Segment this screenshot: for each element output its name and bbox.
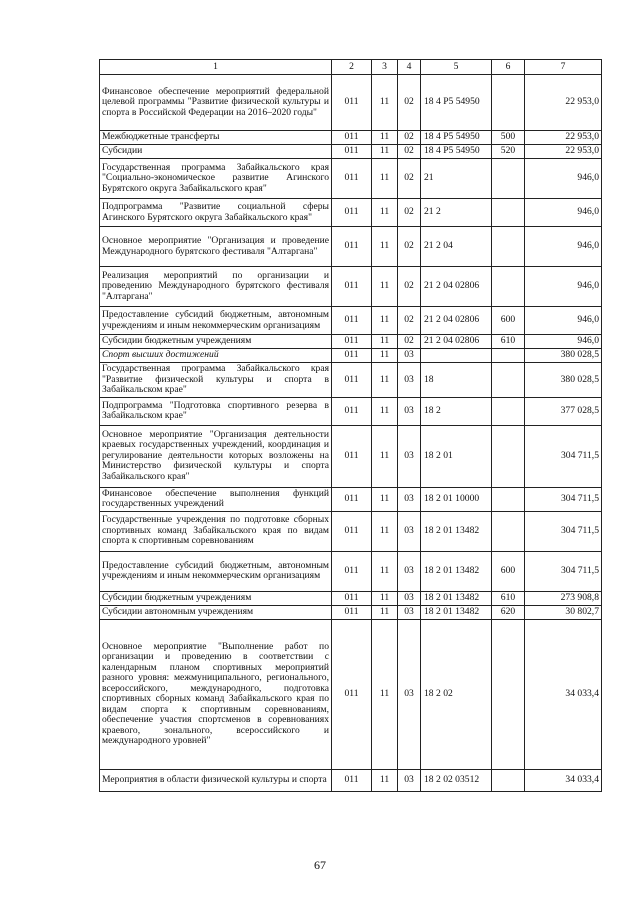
header-cell-name: 1 <box>100 60 332 75</box>
cell-name: Финансовое обеспечение мероприятий федеральной целевой программы "Развитие физической культуры и спорта в Российской Федерации на 2016–2020 годы" <box>100 75 332 131</box>
cell-amount: 22 953,0 <box>525 131 602 145</box>
header-cell-target-article: 5 <box>421 60 492 75</box>
table-row <box>100 551 602 591</box>
cell-amount: 946,0 <box>525 159 602 199</box>
table-row <box>100 591 602 605</box>
cell-target-article: 18 2 <box>421 397 492 425</box>
cell-expense-type <box>492 349 525 363</box>
cell-amount: 34 033,4 <box>525 619 602 769</box>
cell-section-code: 11 <box>372 397 398 425</box>
cell-target-article: 18 4 P5 54950 <box>421 75 492 131</box>
cell-expense-type: 610 <box>492 591 525 605</box>
cell-name: Основное мероприятие "Выполнение работ по организации и проведению в соответствии с календарным планом спортивных мероприятий разного уровня: межмуниципального, регионального, всероссийского, международного, подготовка спортивных сборных команд Забайкальского края по видам спорта к спортивным соревнованиям, обеспечение участия спортсменов в соревнованиях краевого, зонального, всероссийского и международного уровней" <box>100 619 332 769</box>
header-cell-section: 3 <box>372 60 398 75</box>
cell-ministry-code: 011 <box>332 591 372 605</box>
cell-name: Субсидии бюджетным учреждениям <box>100 591 332 605</box>
cell-amount: 380 028,5 <box>525 349 602 363</box>
cell-target-article: 18 4 P5 54950 <box>421 131 492 145</box>
table-row <box>100 619 602 769</box>
cell-section-code: 11 <box>372 487 398 511</box>
cell-section-code: 11 <box>372 425 398 487</box>
cell-section-code: 11 <box>372 769 398 791</box>
cell-subsection-code: 03 <box>398 551 421 591</box>
table-row <box>100 397 602 425</box>
cell-amount: 946,0 <box>525 267 602 307</box>
cell-amount: 22 953,0 <box>525 145 602 159</box>
cell-ministry-code: 011 <box>332 769 372 791</box>
cell-target-article: 18 2 01 13482 <box>421 605 492 619</box>
cell-expense-type <box>492 425 525 487</box>
cell-subsection-code: 02 <box>398 227 421 267</box>
cell-target-article: 18 2 01 13482 <box>421 511 492 551</box>
cell-expense-type <box>492 769 525 791</box>
cell-name: Предоставление субсидий бюджетным, автономным учреждениям и иным некоммерческим организациям <box>100 307 332 335</box>
cell-subsection-code: 03 <box>398 605 421 619</box>
budget-table <box>99 59 602 792</box>
table-row <box>100 145 602 159</box>
table-row <box>100 307 602 335</box>
cell-section-code: 11 <box>372 363 398 398</box>
table-row <box>100 159 602 199</box>
table-row <box>100 131 602 145</box>
cell-section-code: 11 <box>372 267 398 307</box>
cell-target-article: 21 2 <box>421 199 492 227</box>
header-cell-expense-type: 6 <box>492 60 525 75</box>
cell-target-article: 21 <box>421 159 492 199</box>
cell-amount: 304 711,5 <box>525 425 602 487</box>
table-row <box>100 425 602 487</box>
cell-expense-type: 600 <box>492 551 525 591</box>
table-header-row <box>100 60 602 75</box>
cell-name: Предоставление субсидий бюджетным, автономным учреждениям и иным некоммерческим организациям <box>100 551 332 591</box>
cell-amount: 304 711,5 <box>525 511 602 551</box>
cell-subsection-code: 02 <box>398 267 421 307</box>
cell-subsection-code: 03 <box>398 511 421 551</box>
cell-name: Государственные учреждения по подготовке сборных спортивных команд Забайкальского края по видам спорта к спортивным соревнованиям <box>100 511 332 551</box>
cell-section-code: 11 <box>372 227 398 267</box>
table-row <box>100 267 602 307</box>
cell-expense-type: 620 <box>492 605 525 619</box>
cell-amount: 273 908,8 <box>525 591 602 605</box>
cell-amount: 304 711,5 <box>525 487 602 511</box>
cell-ministry-code: 011 <box>332 605 372 619</box>
cell-amount: 304 711,5 <box>525 551 602 591</box>
cell-expense-type <box>492 159 525 199</box>
table-row <box>100 199 602 227</box>
cell-name: Основное мероприятие "Организация деятельности краевых государственных учреждений, координация и регулирование деятельности которых возложены на Министерство физической культуры и спорта Забайкальского края" <box>100 425 332 487</box>
header-cell-ministry: 2 <box>332 60 372 75</box>
cell-ministry-code: 011 <box>332 145 372 159</box>
cell-subsection-code: 03 <box>398 619 421 769</box>
cell-expense-type <box>492 619 525 769</box>
cell-subsection-code: 02 <box>398 131 421 145</box>
cell-target-article: 18 2 02 03512 <box>421 769 492 791</box>
cell-expense-type <box>492 75 525 131</box>
cell-expense-type <box>492 227 525 267</box>
cell-subsection-code: 02 <box>398 335 421 349</box>
cell-target-article: 18 2 01 13482 <box>421 591 492 605</box>
cell-target-article: 18 <box>421 363 492 398</box>
cell-name: Субсидии бюджетным учреждениям <box>100 335 332 349</box>
cell-name: Основное мероприятие "Организация и проведение Международного бурятского фестиваля "Алтаргана" <box>100 227 332 267</box>
cell-ministry-code: 011 <box>332 307 372 335</box>
cell-target-article: 18 2 01 <box>421 425 492 487</box>
cell-ministry-code: 011 <box>332 159 372 199</box>
cell-ministry-code: 011 <box>332 487 372 511</box>
table-row <box>100 349 602 363</box>
table-row <box>100 511 602 551</box>
cell-ministry-code: 011 <box>332 75 372 131</box>
cell-target-article: 18 2 02 <box>421 619 492 769</box>
cell-expense-type: 610 <box>492 335 525 349</box>
cell-amount: 22 953,0 <box>525 75 602 131</box>
cell-section-code: 11 <box>372 605 398 619</box>
cell-target-article <box>421 349 492 363</box>
cell-target-article: 18 4 P5 54950 <box>421 145 492 159</box>
cell-name: Финансовое обеспечение выполнения функций государственных учреждений <box>100 487 332 511</box>
table-row <box>100 335 602 349</box>
cell-expense-type <box>492 487 525 511</box>
table-row <box>100 75 602 131</box>
cell-name: Реализация мероприятий по организации и проведению Международного бурятского фестиваля "Алтаргана" <box>100 267 332 307</box>
cell-amount: 946,0 <box>525 227 602 267</box>
cell-name: Подпрограмма "Подготовка спортивного резерва в Забайкальском крае" <box>100 397 332 425</box>
cell-target-article: 21 2 04 02806 <box>421 307 492 335</box>
cell-section-code: 11 <box>372 335 398 349</box>
cell-subsection-code: 03 <box>398 769 421 791</box>
cell-amount: 377 028,5 <box>525 397 602 425</box>
cell-ministry-code: 011 <box>332 511 372 551</box>
cell-ministry-code: 011 <box>332 349 372 363</box>
cell-amount: 946,0 <box>525 199 602 227</box>
cell-ministry-code: 011 <box>332 199 372 227</box>
table-row <box>100 605 602 619</box>
cell-ministry-code: 011 <box>332 397 372 425</box>
cell-name: Межбюджетные трансферты <box>100 131 332 145</box>
cell-expense-type <box>492 511 525 551</box>
table-row <box>100 363 602 398</box>
cell-section-code: 11 <box>372 145 398 159</box>
cell-subsection-code: 02 <box>398 159 421 199</box>
cell-subsection-code: 03 <box>398 363 421 398</box>
cell-name: Субсидии автономным учреждениям <box>100 605 332 619</box>
header-cell-subsection: 4 <box>398 60 421 75</box>
cell-section-code: 11 <box>372 307 398 335</box>
cell-subsection-code: 02 <box>398 145 421 159</box>
cell-amount: 30 802,7 <box>525 605 602 619</box>
cell-ministry-code: 011 <box>332 363 372 398</box>
cell-name: Государственная программа Забайкальского края "Развитие физической культуры и спорта в Забайкальском крае" <box>100 363 332 398</box>
cell-expense-type: 520 <box>492 145 525 159</box>
cell-ministry-code: 011 <box>332 267 372 307</box>
cell-subsection-code: 02 <box>398 307 421 335</box>
cell-target-article: 18 2 01 13482 <box>421 551 492 591</box>
cell-target-article: 18 2 01 10000 <box>421 487 492 511</box>
cell-section-code: 11 <box>372 619 398 769</box>
cell-section-code: 11 <box>372 159 398 199</box>
cell-subsection-code: 02 <box>398 199 421 227</box>
cell-subsection-code: 03 <box>398 425 421 487</box>
header-cell-amount: 7 <box>525 60 602 75</box>
cell-section-code: 11 <box>372 199 398 227</box>
cell-target-article: 21 2 04 02806 <box>421 335 492 349</box>
cell-ministry-code: 011 <box>332 551 372 591</box>
table-row <box>100 227 602 267</box>
cell-target-article: 21 2 04 02806 <box>421 267 492 307</box>
cell-subsection-code: 03 <box>398 349 421 363</box>
cell-section-code: 11 <box>372 349 398 363</box>
cell-subsection-code: 03 <box>398 397 421 425</box>
cell-name: Государственная программа Забайкальского края "Социально-экономическое развитие Агинского Бурятского округа Забайкальского края" <box>100 159 332 199</box>
cell-amount: 380 028,5 <box>525 363 602 398</box>
table-row <box>100 769 602 791</box>
cell-section-code: 11 <box>372 75 398 131</box>
cell-expense-type: 600 <box>492 307 525 335</box>
cell-ministry-code: 011 <box>332 425 372 487</box>
cell-section-code: 11 <box>372 591 398 605</box>
cell-ministry-code: 011 <box>332 131 372 145</box>
cell-expense-type <box>492 267 525 307</box>
cell-name: Мероприятия в области физической культуры и спорта <box>100 769 332 791</box>
cell-ministry-code: 011 <box>332 227 372 267</box>
page-number: 67 <box>314 858 326 872</box>
cell-subsection-code: 03 <box>398 487 421 511</box>
table-body <box>100 75 602 792</box>
cell-subsection-code: 03 <box>398 591 421 605</box>
cell-name: Подпрограмма "Развитие социальной сферы Агинского Бурятского округа Забайкальского края" <box>100 199 332 227</box>
cell-expense-type: 500 <box>492 131 525 145</box>
cell-expense-type <box>492 363 525 398</box>
cell-ministry-code: 011 <box>332 619 372 769</box>
cell-expense-type <box>492 199 525 227</box>
cell-section-code: 11 <box>372 511 398 551</box>
cell-expense-type <box>492 397 525 425</box>
cell-amount: 34 033,4 <box>525 769 602 791</box>
cell-section-code: 11 <box>372 131 398 145</box>
cell-name: Субсидии <box>100 145 332 159</box>
cell-amount: 946,0 <box>525 335 602 349</box>
cell-section-code: 11 <box>372 551 398 591</box>
cell-amount: 946,0 <box>525 307 602 335</box>
cell-name: Спорт высших достижений <box>100 349 332 363</box>
cell-ministry-code: 011 <box>332 335 372 349</box>
cell-subsection-code: 02 <box>398 75 421 131</box>
cell-target-article: 21 2 04 <box>421 227 492 267</box>
table-row <box>100 487 602 511</box>
